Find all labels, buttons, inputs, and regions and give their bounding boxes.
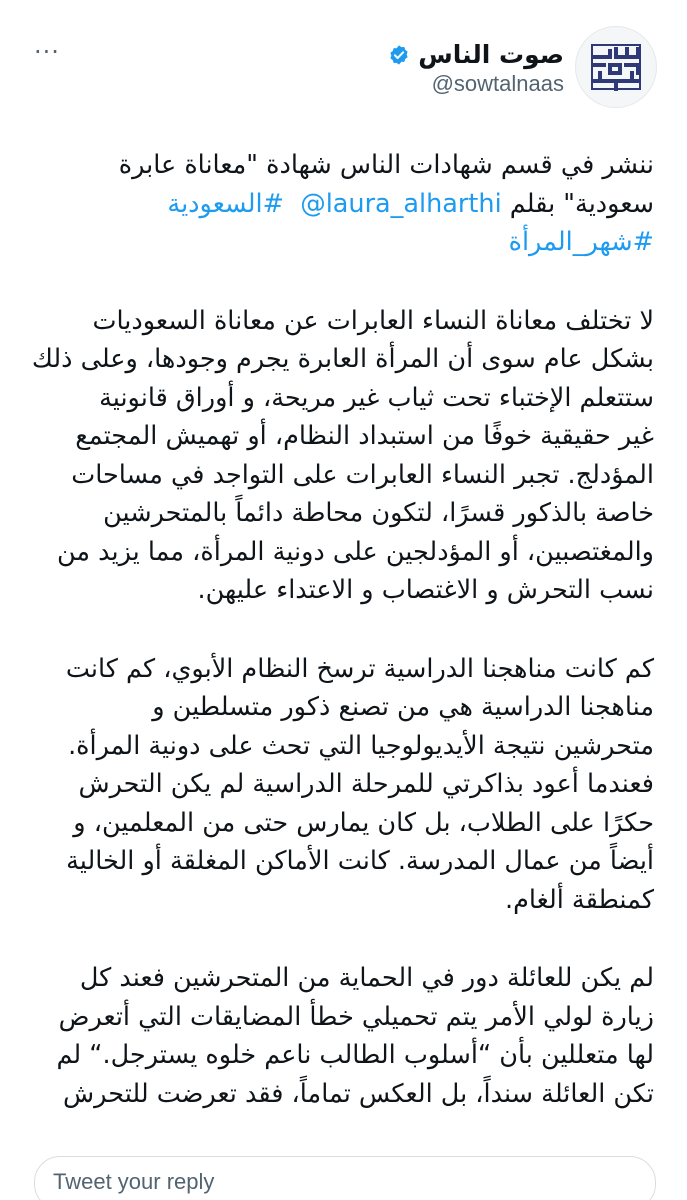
- paragraph-line: نسب التحرش و الاغتصاب و الاعتداء عليهن.: [197, 575, 654, 605]
- hashtag-women-month-link[interactable]: #شهر_المرأة: [508, 227, 654, 257]
- paragraph-line: خاصة بالذكور قسرًا، لتكون محاطة دائماً بالمتحرشين: [103, 498, 654, 528]
- paragraph-2: [34, 650, 654, 920]
- paragraph-line: المؤدلج. تجبر النساء العابرات على التواجد في مساحات: [71, 459, 654, 490]
- author-name-row: [388, 40, 564, 69]
- hashtag-saudia-link[interactable]: #السعودية: [167, 188, 284, 219]
- paragraph-3: [34, 959, 654, 1113]
- paragraph-line: أيضاً من عمال المدرسة. كانت الأماكن المغلقة أو الخالية: [66, 846, 654, 876]
- paragraph-line: والمغتصبين، أو المؤدلجين على دونية المرأة، مما يزيد من: [56, 536, 654, 567]
- tweet-header: [0, 18, 687, 118]
- intro-line-1: ننشر في قسم شهادات الناس شهادة "معاناة عابرة: [118, 150, 654, 180]
- paragraph-line: غير حقيقية خوفًا من استبداد النظام، أو تهميش المجتمع: [75, 421, 654, 451]
- paragraph-line: مناهجنا الدراسية هي من تصنع ذكور متسلطين و: [152, 692, 654, 722]
- more-options-button[interactable]: ···: [34, 38, 60, 66]
- paragraph-line: زيارة لولي الأمر يتم تحميلي خطأ المضايقات التي أتعرض: [58, 1001, 654, 1032]
- reply-box[interactable]: [34, 1156, 656, 1200]
- paragraph-line: كم كانت مناهجنا الدراسية ترسخ النظام الأبوي، كم كانت: [65, 653, 654, 684]
- paragraph-1: [31, 302, 654, 610]
- mention-link[interactable]: @laura_alharthi: [300, 188, 502, 219]
- tweet-intro: [34, 146, 654, 262]
- tweet-body: [31, 146, 654, 1153]
- paragraph-line: كمنطقة ألغام.: [505, 884, 654, 915]
- intro-line-3: [34, 223, 654, 262]
- author-identity[interactable]: [388, 40, 564, 97]
- sowtalnaas-logo-icon: [590, 43, 642, 91]
- author-handle[interactable]: @sowtalnaas: [431, 71, 564, 96]
- paragraph-line: لا تختلف معاناة النساء العابرات عن معاناة السعوديات: [92, 305, 654, 336]
- paragraph-line: لها متعللين بأن “أسلوب الطالب ناعم خلوه يسترجل.“ لم: [56, 1040, 654, 1070]
- paragraph-line: لم يكن للعائلة دور في الحماية من المتحرشين فعند كل: [79, 963, 654, 993]
- intro-line-2: [34, 185, 654, 224]
- paragraph-line: فعندما أعود بذاكرتي للمرحلة الدراسية لم يكن التحرش: [78, 769, 654, 799]
- paragraph-line: ستتعلم الإختباء تحت ثياب غير مريحة، و أوراق قانونية: [99, 382, 654, 413]
- reply-input[interactable]: [53, 1169, 633, 1195]
- verified-badge-icon: [388, 44, 410, 66]
- author-display-name[interactable]: صوت الناس: [418, 40, 564, 69]
- paragraph-line: حكرًا على الطلاب، بل كان يمارس حتى من المعلمين، و: [73, 807, 654, 838]
- intro-line-2-prefix: سعودية" بقلم: [501, 188, 654, 219]
- paragraph-line: متحرشين نتيجة الأيديولوجيا التي تحث على دونية المرأة.: [68, 730, 654, 761]
- avatar[interactable]: [575, 26, 657, 108]
- paragraph-line: تكن العائلة سنداً، بل العكس تماماً، فقد تعرضت للتحرش: [63, 1078, 654, 1109]
- paragraph-line: بشكل عام سوى أن المرأة العابرة يجرم وجودها، وعلى ذلك: [31, 344, 654, 374]
